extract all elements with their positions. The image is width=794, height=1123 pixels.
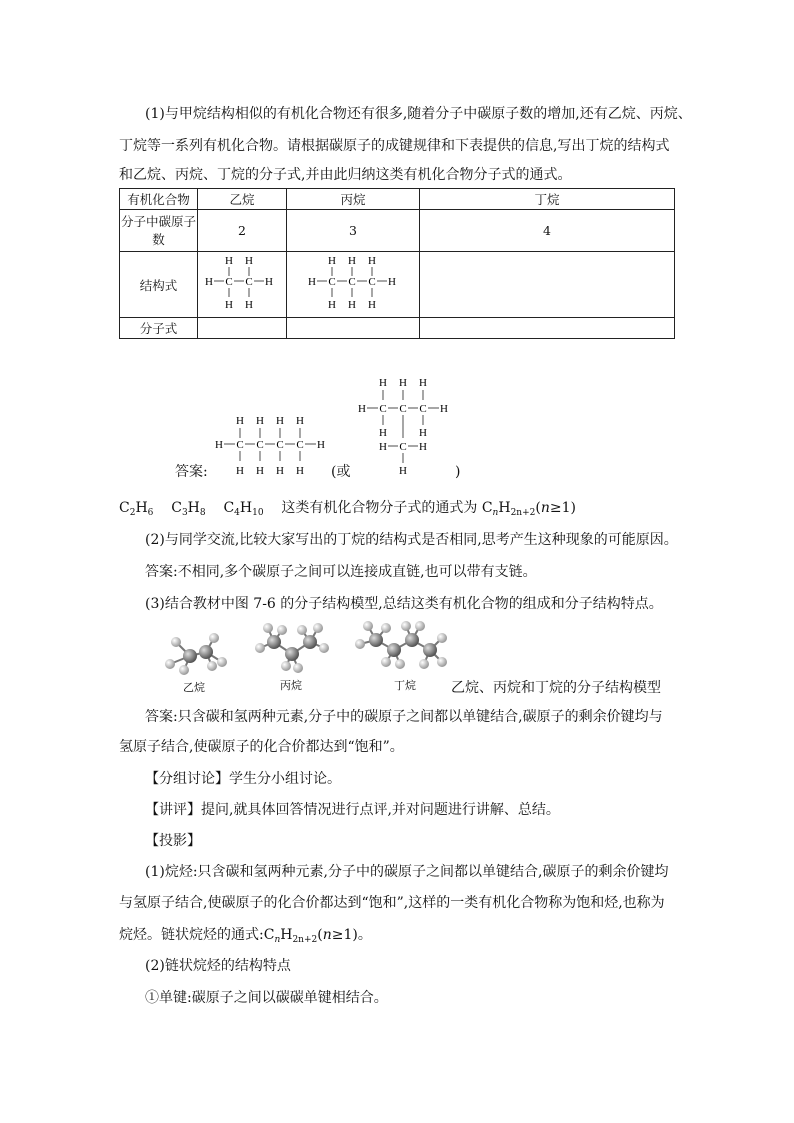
- atom-h: H: [236, 415, 244, 427]
- atom-h: H: [368, 299, 376, 311]
- answer3-line1: 答案:只含碳和氢两种元素,分子中的碳原子之间都以单键结合,碳原子的剩余价键均与: [145, 709, 663, 725]
- answer1-formula-line: [119, 498, 576, 518]
- table-row-carbon-label: [120, 210, 198, 252]
- model-label-ethane: 乙烷: [183, 681, 205, 694]
- atom-h: H: [379, 427, 387, 439]
- ethane-structure-cell: [198, 252, 287, 318]
- atom-h: H: [388, 276, 396, 288]
- atom-h: H: [419, 441, 427, 453]
- lecture-label: 【讲评】: [145, 802, 201, 818]
- question1-line2: 丁烷等一系列有机化合物。请根据碳原子的成键规律和下表提供的信息,写出丁烷的结构式: [119, 138, 670, 154]
- alkane-line1: (1)烷烃:只含碳和氢两种元素,分子中的碳原子之间都以单键结合,碳原子的剩余价键均: [145, 864, 669, 880]
- atom-h: H: [296, 415, 304, 427]
- formula-butane-cell: [420, 318, 675, 339]
- answer1-close: ): [455, 464, 461, 480]
- answer1-label: 答案:: [175, 464, 208, 480]
- atom-h: H: [205, 276, 213, 288]
- atom-h: H: [348, 255, 356, 267]
- atom-h: H: [276, 465, 284, 477]
- carbon-count-ethane: 2: [198, 210, 287, 252]
- atom-c: C: [399, 403, 407, 415]
- features-title: (2)链状烷烃的结构特点: [145, 958, 291, 974]
- atom-c: C: [368, 276, 376, 288]
- features-item1: ①单键:碳原子之间以碳碳单键相结合。: [145, 990, 388, 1006]
- atom-h: H: [215, 439, 223, 451]
- atom-h: H: [348, 299, 356, 311]
- model-caption: 乙烷、丙烷和丁烷的分子结构模型: [451, 680, 661, 696]
- carbon-label-1: 分子中碳原子: [120, 213, 196, 229]
- atom-h: H: [328, 255, 336, 267]
- atom-c: C: [379, 403, 387, 415]
- atom-h: H: [358, 403, 366, 415]
- table-header-compound: 有机化合物: [120, 189, 198, 210]
- atom-c: C: [256, 439, 264, 451]
- atom-h: H: [225, 255, 233, 267]
- model-label-propane: 丙烷: [280, 679, 302, 692]
- answer3-line2: 氢原子结合,使碳原子的化合价都达到“饱和”。: [119, 739, 404, 755]
- table-header-ethane: 乙烷: [198, 189, 287, 210]
- table-header-butane: 丁烷: [420, 189, 675, 210]
- table-row-formula-label: 分子式: [120, 318, 198, 339]
- atom-h: H: [308, 276, 316, 288]
- atom-h: H: [256, 415, 264, 427]
- question2: (2)与同学交流,比较大家写出的丁烷的结构式是否相同,思考产生这种现象的可能原因。: [145, 532, 678, 548]
- ethane-atoms: [165, 633, 227, 675]
- group-discussion: [145, 769, 341, 789]
- carbon-count-butane: 4: [420, 210, 675, 252]
- projection-label: 【投影】: [145, 833, 201, 849]
- atom-h: H: [419, 377, 427, 389]
- atom-h: H: [317, 439, 325, 451]
- formula-propane: $C_3H_8$: [171, 500, 206, 518]
- atom-h: H: [440, 403, 448, 415]
- atom-h: H: [368, 255, 376, 267]
- atom-c: C: [399, 441, 407, 453]
- group-text: 学生分小组讨论。: [229, 771, 341, 787]
- butane-branched-structure: [350, 372, 460, 482]
- answer2: 答案:不相同,多个碳原子之间可以连接成直链,也可以带有支链。: [145, 564, 537, 580]
- atom-h: H: [256, 465, 264, 477]
- atom-h: H: [276, 415, 284, 427]
- atom-h: H: [245, 255, 253, 267]
- question1-line3: 和乙烷、丙烷、丁烷的分子式,并由此归纳这类有机化合物分子式的通式。: [119, 167, 572, 183]
- atom-c: C: [236, 439, 244, 451]
- ethane-structure: [198, 252, 286, 314]
- question3: (3)结合教材中图 7-6 的分子结构模型,总结这类有机化合物的组成和分子结构特点。: [145, 596, 663, 612]
- atom-c: C: [419, 403, 427, 415]
- atom-c: C: [348, 276, 356, 288]
- atom-h: H: [296, 465, 304, 477]
- formula-ethane: $C_2H_6$: [119, 500, 154, 518]
- carbon-label-2: 数: [152, 231, 165, 247]
- atom-h: H: [236, 465, 244, 477]
- atom-c: C: [245, 276, 253, 288]
- atom-h: H: [379, 377, 387, 389]
- atom-c: C: [328, 276, 336, 288]
- alkane-line2: 与氢原子结合,使碳原子的化合价都达到“饱和”,这样的一类有机化合物称为饱和烃,也称为: [119, 895, 665, 911]
- atom-c: C: [296, 439, 304, 451]
- atom-h: H: [399, 465, 407, 477]
- atom-h: H: [379, 441, 387, 453]
- butane-structure-cell: [420, 252, 675, 318]
- atom-h: H: [245, 299, 253, 311]
- carbon-count-propane: 3: [287, 210, 420, 252]
- atom-h: H: [419, 427, 427, 439]
- atom-h: H: [225, 299, 233, 311]
- formula-ethane-cell: [198, 318, 287, 339]
- atom-h: H: [328, 299, 336, 311]
- answer1-or: (或: [331, 464, 351, 480]
- group-label: 【分组讨论】: [145, 771, 229, 787]
- formula-propane-cell: [287, 318, 420, 339]
- model-label-butane: 丁烷: [394, 679, 416, 692]
- lecture-text: 提问,就具体回答情况进行点评,并对问题进行讲解、总结。: [201, 802, 560, 818]
- lecture: [145, 800, 560, 820]
- alkane-line3: 烷烃。链状烷烃的通式$:C_nH_{2n+2}(n\ge 1)$。: [119, 927, 372, 945]
- alkane-table: [119, 188, 675, 339]
- butane-straight-structure: [205, 410, 335, 482]
- table-header-propane: 丙烷: [287, 189, 420, 210]
- atom-c: C: [276, 439, 284, 451]
- formula-butane: $C_4H_{10}$: [223, 500, 264, 518]
- propane-atoms: [255, 623, 329, 673]
- propane-structure-cell: [287, 252, 420, 318]
- question1-line1: (1)与甲烷结构相似的有机化合物还有很多,随着分子中碳原子数的增加,还有乙烷、丙烷、: [145, 106, 692, 122]
- propane-structure: [287, 252, 419, 314]
- atom-c: C: [225, 276, 233, 288]
- general-formula-text: 这类有机化合物分子式的通式为 $C_nH_{2n+2}(n\ge 1)$: [281, 500, 576, 518]
- atom-h: H: [265, 276, 273, 288]
- atom-h: H: [399, 377, 407, 389]
- table-row-structure-label: 结构式: [120, 252, 198, 318]
